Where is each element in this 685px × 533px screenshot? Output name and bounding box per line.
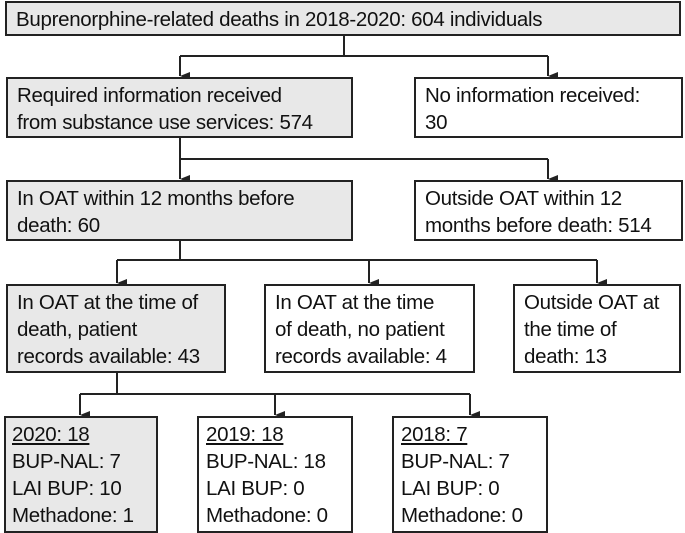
box-text: LAI BUP: 0 [401,477,500,500]
box-text: Outside OAT at [524,291,660,314]
not-received-box [414,77,683,138]
year-title: 2019: 18 [206,423,284,446]
box-text: Required information received [17,84,282,107]
box-text: BUP-NAL: 18 [206,450,326,473]
in-oat-12m-box [6,180,353,241]
received-box [6,77,353,138]
box-text: Methadone: 0 [206,504,328,527]
box-text: Buprenorphine-related deaths in 2018-2020: 604 individuals [16,8,543,31]
box-text: the time of [524,318,617,341]
year-2020-box [4,416,158,533]
box-text: Outside OAT within 12 [425,187,622,210]
root-box [5,1,681,36]
box-text: No information received: [425,84,640,107]
box-text: records available: 43 [17,345,200,368]
in-oat-records-box [6,284,226,373]
box-text: from substance use services: 574 [17,111,313,134]
box-text: BUP-NAL: 7 [401,450,510,473]
outside-oat-death-box [513,284,681,373]
box-text: In OAT at the time [275,291,435,314]
box-text: 30 [425,111,448,134]
box-text: Methadone: 1 [12,504,134,527]
box-text: In OAT within 12 months before [17,187,295,210]
year-title: 2020: 18 [12,423,90,446]
year-2019-box [197,416,353,533]
box-text: LAI BUP: 10 [12,477,122,500]
box-text: death, patient [17,318,138,341]
box-text: BUP-NAL: 7 [12,450,121,473]
box-text: Methadone: 0 [401,504,523,527]
box-text: death: 60 [17,214,100,237]
box-text: of death, no patient [275,318,445,341]
box-text: months before death: 514 [425,214,652,237]
box-text: LAI BUP: 0 [206,477,305,500]
year-title: 2018: 7 [401,423,468,446]
outside-oat-12m-box [414,180,683,241]
year-2018-box [392,416,548,533]
box-text: records available: 4 [275,345,447,368]
in-oat-no-records-box [264,284,475,373]
box-text: In OAT at the time of [17,291,198,314]
box-text: death: 13 [524,345,607,368]
